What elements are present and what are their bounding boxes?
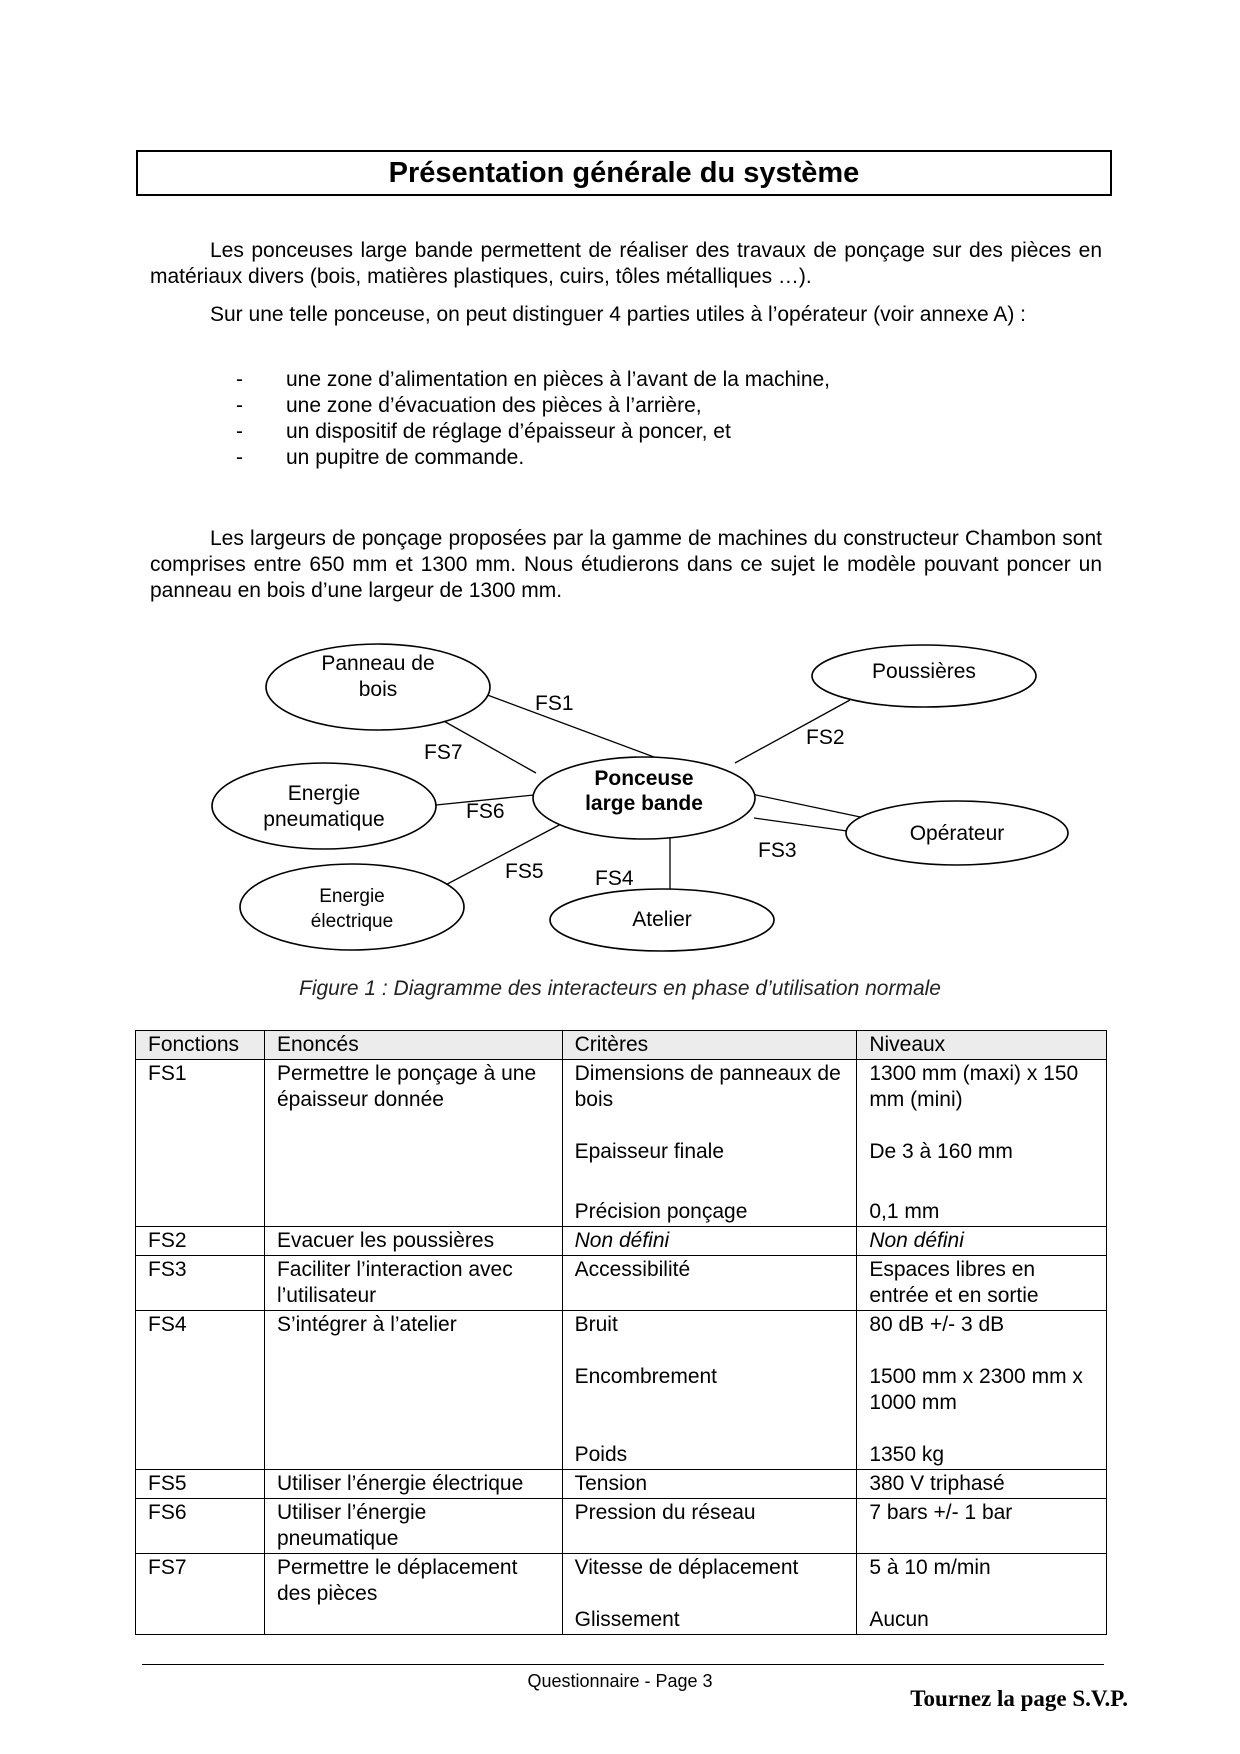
cell-fonction: FS7 xyxy=(136,1554,265,1635)
cell-criteres xyxy=(562,1554,857,1635)
intro-p1-text: Les ponceuses large bande permettent de réaliser des travaux de ponçage sur des pièces en matériaux divers (bois, matières plastiques, cuirs, tôles métalliques …). xyxy=(150,239,1102,288)
cell-criteres xyxy=(562,1311,857,1470)
actor-energie-electrique-line1: Energie xyxy=(319,886,385,907)
criterion: Epaisseur finale xyxy=(574,1140,725,1163)
cell-niveaux xyxy=(857,1311,1107,1470)
cell-niveaux: 7 bars +/- 1 bar xyxy=(857,1499,1107,1554)
table-row xyxy=(136,1311,1107,1470)
link-fs7-label: FS7 xyxy=(424,741,463,764)
parts-list xyxy=(236,367,830,471)
link-fs4-label: FS4 xyxy=(595,867,634,890)
figure-caption: Figure 1 : Diagramme des interacteurs en phase d’utilisation normale xyxy=(299,977,941,1000)
cell-fonction: FS3 xyxy=(136,1256,265,1311)
cell-criteres: Non défini xyxy=(562,1227,857,1256)
link-fs3-label: FS3 xyxy=(758,839,797,862)
table-row xyxy=(136,1470,1107,1499)
actor-poussieres-label: Poussières xyxy=(872,660,976,683)
table-row xyxy=(136,1060,1107,1227)
cell-fonction: FS5 xyxy=(136,1470,265,1499)
criterion: Glissement xyxy=(574,1608,680,1631)
table-header-row xyxy=(136,1031,1107,1060)
actor-energie-pneumatique-line2: pneumatique xyxy=(263,808,385,831)
intro-paragraph-2 xyxy=(150,302,1102,328)
intro-p3-text: Les largeurs de ponçage proposées par la gamme de machines du constructeur Chambon sont comprises entre 650 mm et 1300 mm. Nous étudierons dans ce sujet le modèle pouvant poncer un panneau en bois d’une largeur de 1300 mm. xyxy=(150,527,1102,602)
list-item: - une zone d’évacuation des pièces à l’arrière, xyxy=(236,394,702,417)
criterion: Bruit xyxy=(574,1313,618,1336)
actor-energie-pneumatique-ellipse xyxy=(212,763,436,849)
actor-panneau-line2: bois xyxy=(358,678,398,701)
cell-fonction: FS6 xyxy=(136,1499,265,1554)
cell-criteres: Accessibilité xyxy=(562,1256,857,1311)
link-fs5-label: FS5 xyxy=(505,860,544,883)
actor-atelier-label: Atelier xyxy=(632,908,692,931)
level: 1500 mm x 2300 mm x 1000 mm xyxy=(869,1365,1083,1414)
cell-niveaux xyxy=(857,1060,1107,1227)
page-title: Présentation générale du système xyxy=(136,150,1112,196)
level: 1350 kg xyxy=(869,1443,945,1466)
criterion: Vitesse de déplacement xyxy=(574,1556,799,1579)
link-fs3-line xyxy=(754,818,847,831)
level: 1300 mm (maxi) x 150 mm (mini) xyxy=(869,1062,1079,1111)
header-criteres: Critères xyxy=(562,1031,857,1060)
level: De 3 à 160 mm xyxy=(869,1140,1013,1163)
table-row xyxy=(136,1256,1107,1311)
cell-enonce: Permettre le ponçage à une épaisseur donnée xyxy=(264,1060,562,1227)
table-row xyxy=(136,1499,1107,1554)
actor-operateur-label: Opérateur xyxy=(909,822,1005,845)
list-item-text: une zone d’alimentation en pièces à l’avant de la machine, xyxy=(286,368,831,391)
cell-niveaux: Non défini xyxy=(857,1227,1107,1256)
cell-fonction: FS2 xyxy=(136,1227,265,1256)
link-fs1-label: FS1 xyxy=(535,692,574,715)
level: 80 dB +/- 3 dB xyxy=(869,1313,1005,1336)
cell-niveaux: Espaces libres en entrée et en sortie xyxy=(857,1256,1107,1311)
cell-enonce: Evacuer les poussières xyxy=(264,1227,562,1256)
interactors-diagram xyxy=(0,640,1240,970)
actor-panneau-line1: Panneau de xyxy=(321,652,435,675)
criterion: Dimensions de panneaux de bois xyxy=(574,1062,841,1111)
list-item: - un pupitre de commande. xyxy=(236,446,525,469)
list-item: - une zone d’alimentation en pièces à l’avant de la machine, xyxy=(236,368,831,391)
turn-page-note: Tournez la page S.V.P. xyxy=(910,1686,1128,1711)
link-fs5-line xyxy=(436,822,565,890)
actor-energie-electrique-line2: électrique xyxy=(310,911,394,932)
cell-enonce: Utiliser l’énergie pneumatique xyxy=(264,1499,562,1554)
cell-criteres xyxy=(562,1060,857,1227)
table-row xyxy=(136,1227,1107,1256)
cell-enonce: Permettre le déplacement des pièces xyxy=(264,1554,562,1635)
center-ponceuse-line2: large bande xyxy=(585,792,703,815)
link-fs1-line-b xyxy=(756,795,865,818)
cell-criteres: Tension xyxy=(562,1470,857,1499)
list-item-text: une zone d’évacuation des pièces à l’arrière, xyxy=(286,394,702,417)
level: 5 à 10 m/min xyxy=(869,1556,991,1579)
header-niveaux: Niveaux xyxy=(857,1031,1107,1060)
criterion: Encombrement xyxy=(574,1365,718,1388)
footer-divider xyxy=(142,1664,1104,1665)
cell-niveaux: 380 V triphasé xyxy=(857,1470,1107,1499)
center-ponceuse-line1: Ponceuse xyxy=(594,767,694,790)
level: Aucun xyxy=(869,1608,929,1631)
cell-fonction: FS1 xyxy=(136,1060,265,1227)
cell-niveaux xyxy=(857,1554,1107,1635)
criterion: Poids xyxy=(574,1443,628,1466)
link-fs2-label: FS2 xyxy=(806,726,845,749)
header-enonces: Enoncés xyxy=(264,1031,562,1060)
intro-paragraph-3 xyxy=(150,526,1102,604)
link-fs6-label: FS6 xyxy=(466,800,505,823)
functions-table xyxy=(135,1030,1107,1635)
intro-paragraph-1 xyxy=(150,238,1102,290)
footer-page-number: Questionnaire - Page 3 xyxy=(527,1671,713,1691)
actor-energie-electrique-ellipse xyxy=(240,864,464,950)
intro-p2-text: Sur une telle ponceuse, on peut distinguer 4 parties utiles à l’opérateur (voir annexe A) : xyxy=(210,303,1026,326)
header-fonctions: Fonctions xyxy=(136,1031,265,1060)
list-item-text: un pupitre de commande. xyxy=(286,446,525,469)
level: 0,1 mm xyxy=(869,1200,940,1223)
actor-energie-pneumatique-line1: Energie xyxy=(287,782,361,805)
cell-fonction: FS4 xyxy=(136,1311,265,1470)
cell-criteres: Pression du réseau xyxy=(562,1499,857,1554)
cell-enonce: S’intégrer à l’atelier xyxy=(264,1311,562,1470)
list-item: - un dispositif de réglage d’épaisseur à poncer, et xyxy=(236,420,731,443)
cell-enonce: Utiliser l’énergie électrique xyxy=(264,1470,562,1499)
cell-enonce: Faciliter l’interaction avec l’utilisateur xyxy=(264,1256,562,1311)
list-item-text: un dispositif de réglage d’épaisseur à poncer, et xyxy=(286,420,731,443)
criterion: Précision ponçage xyxy=(574,1200,748,1223)
table-row xyxy=(136,1554,1107,1635)
